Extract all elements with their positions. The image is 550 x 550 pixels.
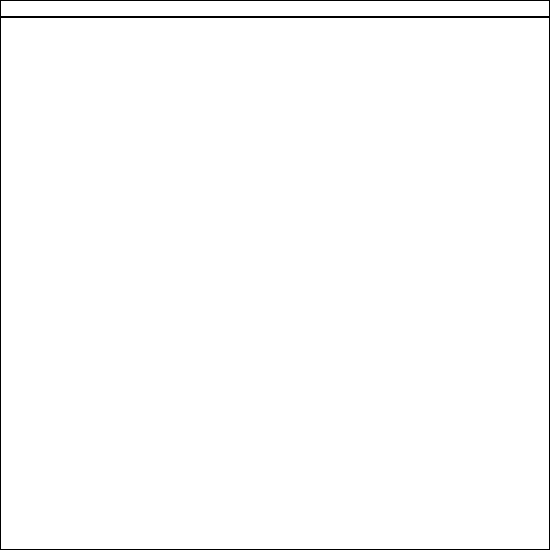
sheet-title [1, 1, 549, 17]
footer-note [1, 17, 549, 82]
